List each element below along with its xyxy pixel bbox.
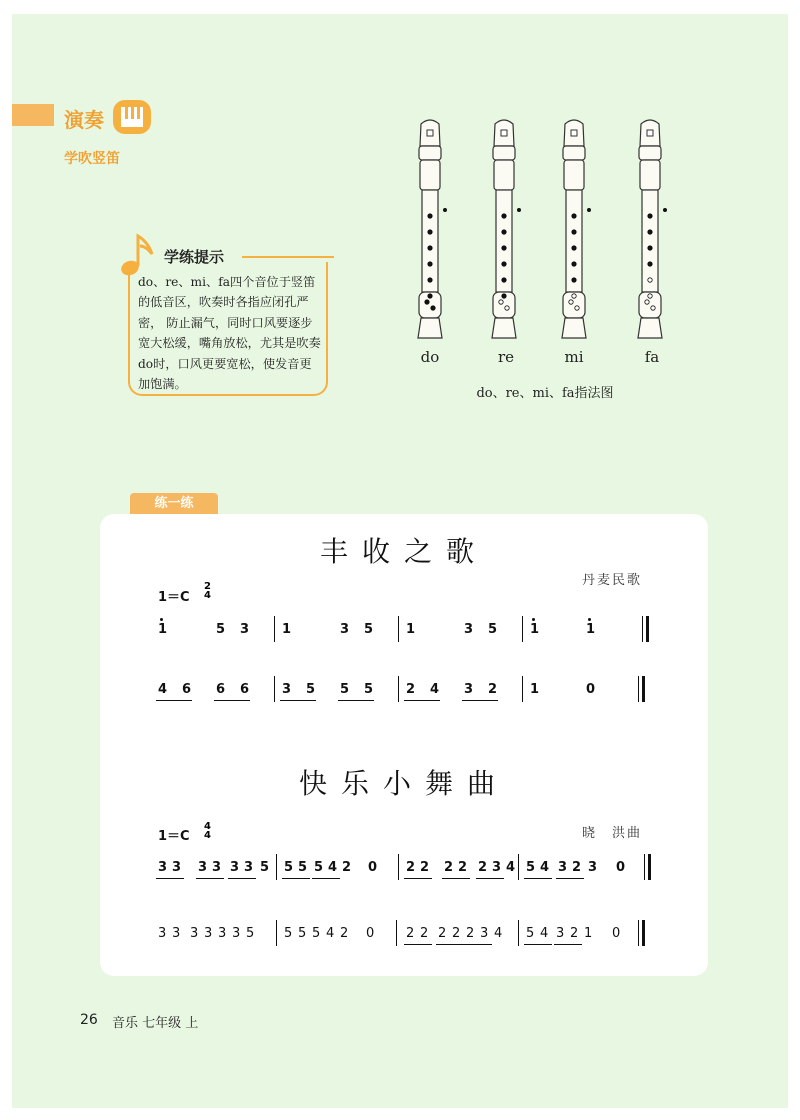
song2-row1-note: 4	[540, 860, 550, 875]
song2-key: 1＝C	[158, 829, 190, 844]
song2-row1-note: 3	[198, 860, 208, 875]
beam-underline	[156, 878, 184, 879]
song2-row1-note: 4	[506, 860, 516, 875]
song2-row2-note: 2	[570, 926, 579, 941]
bar-line	[398, 854, 399, 880]
song2-row2-note: 3	[218, 926, 227, 941]
beam-underline	[404, 944, 432, 945]
song2-row1-note: 5	[298, 860, 308, 875]
fingering-label-fa: fa	[644, 348, 660, 366]
beam-underline	[462, 700, 498, 701]
song1-row2-note: 6	[240, 682, 250, 697]
song2-row1-note: 3	[558, 860, 568, 875]
high-octave-dot	[160, 618, 163, 621]
page-number: 26	[80, 1012, 98, 1028]
fingering-label-re: re	[497, 348, 515, 366]
song2-row2-note: 1	[584, 926, 593, 941]
final-bar-thin	[638, 676, 639, 702]
header-accent-bar	[12, 104, 54, 126]
song2-composer: 晓 洪曲	[582, 826, 643, 841]
beam-underline	[214, 700, 250, 701]
song2-row1-note: 3	[230, 860, 240, 875]
song2-row2-note: 5	[312, 926, 321, 941]
practice-tab: 练一练	[130, 493, 218, 515]
song2-row2-note: 2	[438, 926, 447, 941]
bar-line	[276, 920, 277, 946]
song1-row1-note: 3	[340, 622, 350, 637]
song1-row1-note: 1	[586, 622, 596, 637]
song1-row2-note: 2	[406, 682, 416, 697]
final-bar-thick	[642, 676, 645, 702]
bar-line	[522, 676, 523, 702]
song2-row1-note: 5	[284, 860, 294, 875]
song1-row2-note: 5	[364, 682, 374, 697]
song2-row2-note: 3	[172, 926, 181, 941]
song2-row1-note: 3	[212, 860, 222, 875]
recorder-do	[418, 120, 447, 338]
song1-row2-note: 5	[306, 682, 316, 697]
score-card	[100, 514, 708, 976]
high-octave-dot	[588, 618, 591, 621]
song2-row1-note: 0	[368, 860, 378, 875]
figure-caption: do、re、mi、fa指法图	[476, 386, 614, 401]
song1-row2-note: 4	[430, 682, 440, 697]
song2-row1-note: 3	[172, 860, 182, 875]
final-bar-thick	[648, 854, 651, 880]
song1-row2-note: 6	[182, 682, 192, 697]
song2-row1-note: 3	[588, 860, 598, 875]
song1-row1-note: 5	[488, 622, 498, 637]
song2-row1-note: 2	[572, 860, 582, 875]
song2-row2-note: 2	[452, 926, 461, 941]
song1-row2-note: 4	[158, 682, 168, 697]
tips-title-line	[242, 256, 334, 258]
song2-row2-note: 3	[480, 926, 489, 941]
song2-row2-note: 3	[158, 926, 167, 941]
song2-row2-note: 5	[526, 926, 535, 941]
song2-row2-note: 4	[494, 926, 503, 941]
recorder-re	[492, 120, 521, 338]
beam-underline	[228, 878, 256, 879]
fingering-label-mi: mi	[564, 348, 584, 366]
song2-row1-note: 2	[406, 860, 416, 875]
piano-keys-icon	[112, 99, 152, 135]
song1-key: 1＝C	[158, 590, 190, 605]
book-title: 音乐 七年级 上	[112, 1016, 199, 1031]
song2-row1-note: 5	[260, 860, 270, 875]
song2-row2-note: 0	[366, 926, 375, 941]
song2-row2-note: 2	[420, 926, 429, 941]
final-bar-thin	[638, 920, 639, 946]
song2-row1-note: 2	[420, 860, 430, 875]
song2-row2-note: 2	[340, 926, 349, 941]
beam-underline	[196, 878, 224, 879]
song1-time-top: 2	[204, 581, 211, 592]
song2-row1-note: 3	[158, 860, 168, 875]
song2-row2-note: 4	[326, 926, 335, 941]
song2-row2-note: 4	[540, 926, 549, 941]
song2-row2-note: 3	[204, 926, 213, 941]
tips-title: 学练提示	[164, 248, 225, 266]
song2-row1-note: 3	[244, 860, 254, 875]
song2-row1-note: 5	[314, 860, 324, 875]
song2-row2-note: 0	[612, 926, 621, 941]
song1-row1-note: 1	[530, 622, 540, 637]
song2-time-signature	[204, 822, 211, 840]
song1-title: 丰收之歌	[319, 535, 488, 568]
song2-row1-note: 0	[616, 860, 626, 875]
song2-row2-note: 2	[406, 926, 415, 941]
song1-row2-note: 3	[464, 682, 474, 697]
song1-composer: 丹麦民歌	[582, 573, 643, 588]
song1-row2-note: 0	[586, 682, 596, 697]
beam-underline	[282, 878, 310, 879]
recorder-fingering-chart	[400, 116, 700, 346]
song2-row2-note: 5	[298, 926, 307, 941]
final-bar-thick	[646, 616, 649, 642]
song1-time-signature	[204, 582, 211, 600]
beam-underline	[156, 700, 192, 701]
song1-row2-note: 2	[488, 682, 498, 697]
beam-underline	[312, 878, 340, 879]
final-bar-thin	[642, 616, 643, 642]
song2-row1-note: 5	[526, 860, 536, 875]
song1-row2-note: 3	[282, 682, 292, 697]
song1-time-bottom: 4	[204, 590, 211, 601]
beam-underline	[464, 944, 492, 945]
song2-row2-note: 5	[246, 926, 255, 941]
high-octave-dot	[532, 618, 535, 621]
beam-underline	[554, 944, 582, 945]
beam-underline	[280, 700, 316, 701]
song2-time-top: 4	[204, 821, 211, 832]
song1-row1-note: 1	[406, 622, 416, 637]
song2-row2-note: 3	[556, 926, 565, 941]
bar-line	[518, 854, 519, 880]
beam-underline	[436, 944, 464, 945]
song2-row1-note: 2	[478, 860, 488, 875]
song2-row2-note: 3	[232, 926, 241, 941]
song1-row1-note: 5	[216, 622, 226, 637]
final-bar-thick	[642, 920, 645, 946]
bar-line	[274, 616, 275, 642]
bar-line	[276, 854, 277, 880]
section-title: 演奏	[64, 108, 104, 132]
beam-underline	[556, 878, 584, 879]
section-subtitle: 学吹竖笛	[64, 151, 120, 167]
beam-underline	[404, 878, 432, 879]
song1-row1-note: 3	[464, 622, 474, 637]
beam-underline	[476, 878, 504, 879]
song2-row1-note: 3	[492, 860, 502, 875]
bar-line	[522, 616, 523, 642]
bar-line	[398, 676, 399, 702]
tips-text: do、re、mi、fa四个音位于竖笛的低音区，吹奏时各指应闭孔严密， 防止漏气，同时口风要逐步宽大松缓，嘴角放松，尤其是吹奏do时，口风更要宽松，使发音更加饱满。	[138, 275, 321, 392]
song1-row1-note: 3	[240, 622, 250, 637]
song2-row1-note: 4	[328, 860, 338, 875]
fingering-label-do: do	[420, 348, 440, 366]
song1-row1-note: 1	[282, 622, 292, 637]
song2-time-bottom: 4	[204, 830, 211, 841]
beam-underline	[524, 878, 552, 879]
song1-row2-note: 1	[530, 682, 540, 697]
song1-row2-note: 6	[216, 682, 226, 697]
bar-line	[396, 920, 397, 946]
song2-row1-note: 2	[342, 860, 352, 875]
beam-underline	[404, 700, 440, 701]
song2-row1-note: 2	[444, 860, 454, 875]
song1-row1-note: 1	[158, 622, 168, 637]
recorder-fa	[638, 120, 667, 338]
bar-line	[518, 920, 519, 946]
song2-row2-note: 3	[190, 926, 199, 941]
bar-line	[398, 616, 399, 642]
final-bar-thin	[644, 854, 645, 880]
beam-underline	[524, 944, 552, 945]
bar-line	[274, 676, 275, 702]
recorder-mi	[562, 120, 591, 338]
song1-row2-note: 5	[340, 682, 350, 697]
song1-row1-note: 5	[364, 622, 374, 637]
beam-underline	[442, 878, 470, 879]
song2-row1-note: 2	[458, 860, 468, 875]
beam-underline	[338, 700, 374, 701]
tips-box	[128, 262, 328, 396]
song2-row2-note: 2	[466, 926, 475, 941]
song2-title: 快乐小舞曲	[298, 767, 509, 800]
song2-row2-note: 5	[284, 926, 293, 941]
